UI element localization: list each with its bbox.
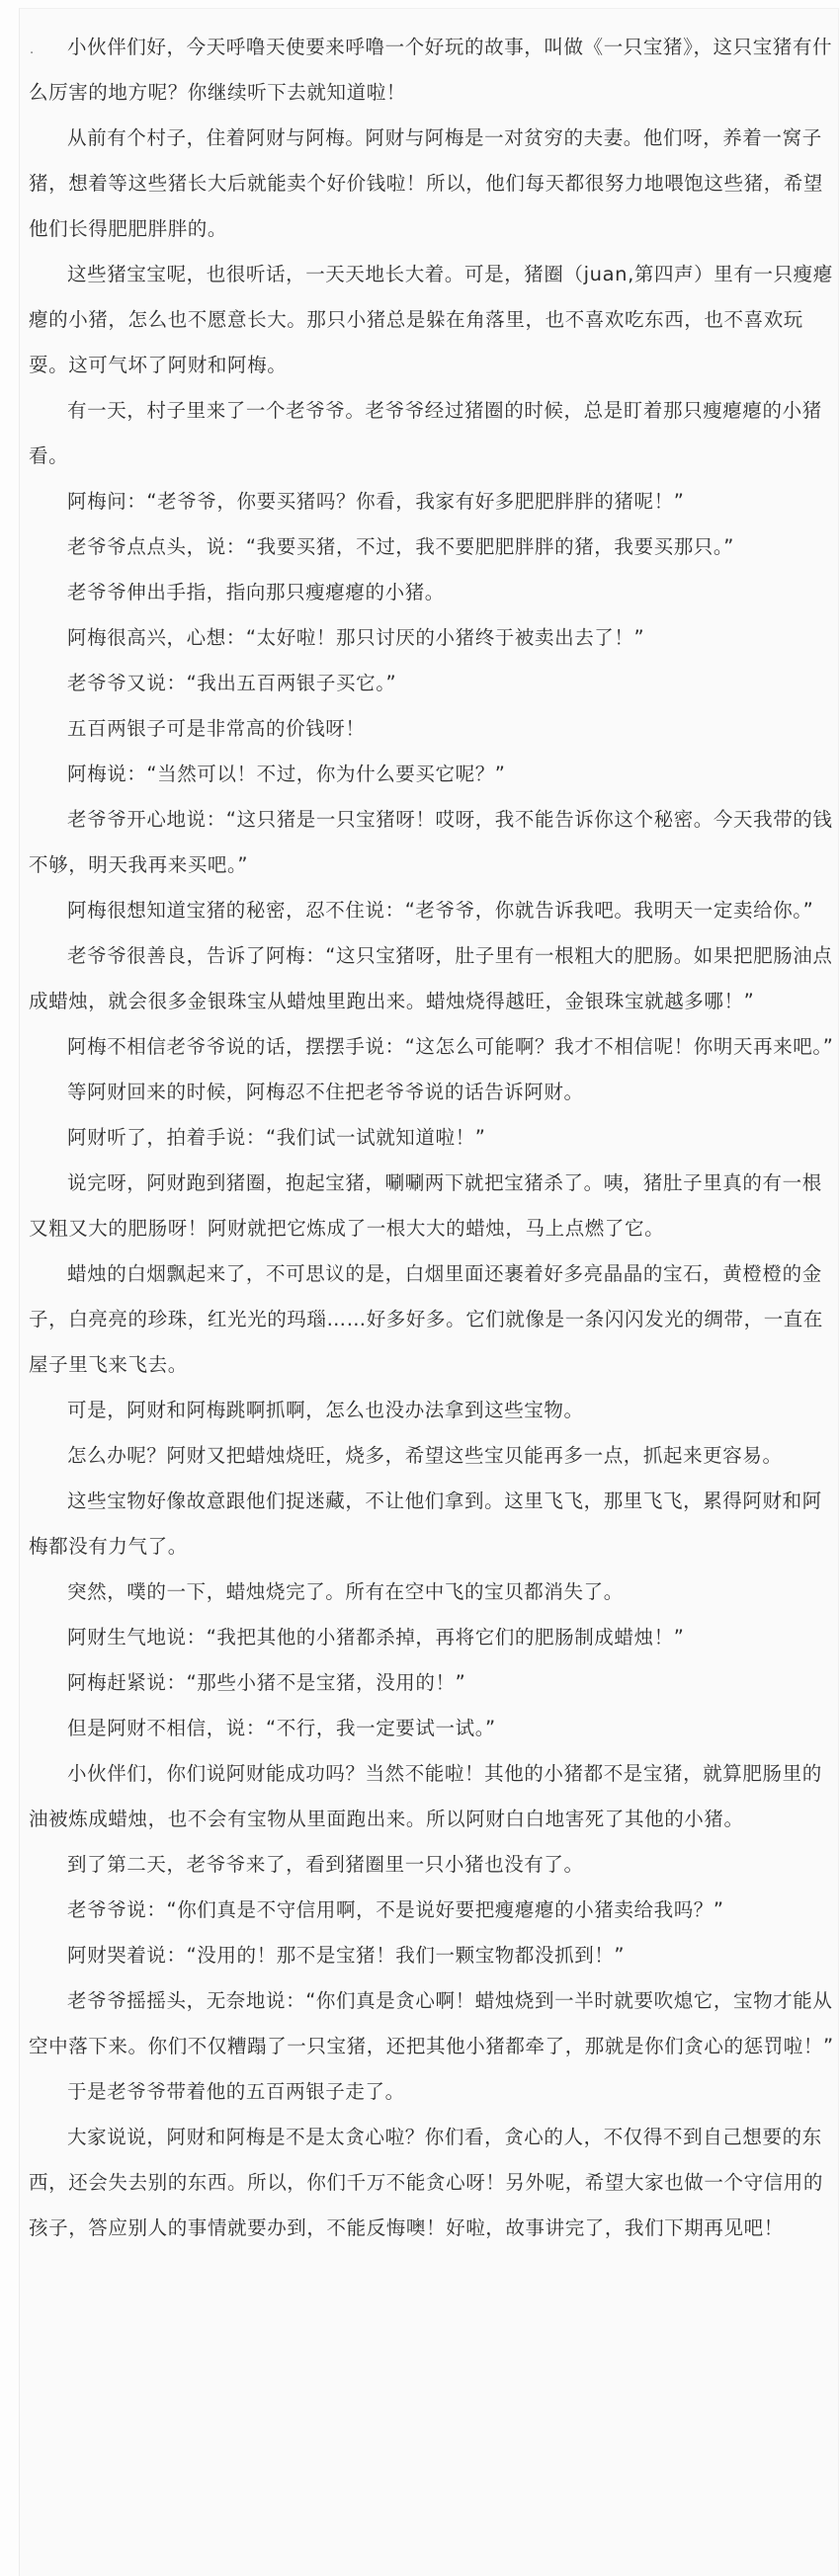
paragraph: 大家说说，阿财和阿梅是不是太贪心啦？你们看，贪心的人，不仅得不到自己想要的东西，还会失去别的东西。所以，你们千万不能贪心呀！另外呢，希望大家也做一个守信用的孩子，答应别人的事情就要办到，不能反悔噢！好啦，故事讲完了，我们下期再见吧！ bbox=[29, 2126, 824, 2239]
paragraph: 阿财听了，拍着手说：“我们试一试就知道啦！” bbox=[67, 1126, 486, 1149]
paragraph: 说完呀，阿财跑到猪圈，抱起宝猪，唰唰两下就把宝猪杀了。咦，猪肚子里真的有一根又粗又大的肥肠呀！阿财就把它炼成了一根大大的蜡烛，马上点燃了它。 bbox=[29, 1171, 822, 1240]
paragraph: 小伙伴们好，今天呼噜天使要来呼噜一个好玩的故事，叫做《一只宝猪》，这只宝猪有什么厉害的地方呢？你继续听下去就知道啦！ bbox=[29, 36, 833, 104]
paragraph: 阿梅不相信老爷爷说的话，摆摆手说：“这怎么可能啊？我才不相信呢！你明天再来吧。” bbox=[67, 1035, 834, 1058]
paragraph: 可是，阿财和阿梅跳啊抓啊，怎么也没办法拿到这些宝物。 bbox=[67, 1399, 584, 1421]
paragraph: 从前有个村子，住着阿财与阿梅。阿财与阿梅是一对贫穷的夫妻。他们呀，养着一窝子猪，想着等这些猪长大后就能卖个好价钱啦！所以，他们每天都很努力地喂饱这些猪，希望他们长得肥肥胖胖的。 bbox=[29, 126, 824, 240]
paragraph: 老爷爷又说：“我出五百两银子买它。” bbox=[67, 672, 397, 694]
paragraph: 老爷爷说：“你们真是不守信用啊，不是说好要把瘦瘪瘪的小猪卖给我吗？” bbox=[67, 1898, 724, 1921]
paragraph: 老爷爷伸出手指，指向那只瘦瘪瘪的小猪。 bbox=[67, 581, 445, 604]
paragraph: 阿梅问：“老爷爷，你要买猪吗？你看，我家有好多肥肥胖胖的猪呢！” bbox=[67, 490, 685, 513]
paragraph: 阿财哭着说：“没用的！那不是宝猪！我们一颗宝物都没抓到！” bbox=[67, 1944, 626, 1967]
paragraph: 突然，噗的一下，蜡烛烧完了。所有在空中飞的宝贝都消失了。 bbox=[67, 1580, 624, 1603]
paragraph: 但是阿财不相信，说：“不行，我一定要试一试。” bbox=[67, 1717, 496, 1739]
paragraph: 到了第二天，老爷爷来了，看到猪圈里一只小猪也没有了。 bbox=[67, 1853, 584, 1876]
story-article bbox=[19, 8, 839, 2576]
paragraph: 阿财生气地说：“我把其他的小猪都杀掉，再将它们的肥肠制成蜡烛！” bbox=[67, 1626, 685, 1649]
paragraph: 阿梅很高兴，心想：“太好啦！那只讨厌的小猪终于被卖出去了！” bbox=[67, 626, 645, 649]
paragraph: 五百两银子可是非常高的价钱呀！ bbox=[67, 717, 366, 740]
paragraph: 有一天，村子里来了一个老爷爷。老爷爷经过猪圈的时候，总是盯着那只瘦瘪瘪的小猪看。 bbox=[29, 399, 822, 467]
paragraph: 这些宝物好像故意跟他们捉迷藏，不让他们拿到。这里飞飞，那里飞飞，累得阿财和阿梅都没有力气了。 bbox=[29, 1489, 822, 1558]
paragraph: 怎么办呢？阿财又把蜡烛烧旺，烧多，希望这些宝贝能再多一点，抓起来更容易。 bbox=[67, 1444, 783, 1467]
lead-mark: . bbox=[30, 42, 35, 57]
paragraph: 老爷爷摇摇头，无奈地说：“你们真是贪心啊！蜡烛烧到一半时就要吹熄它，宝物才能从空中落下来。你们不仅糟蹋了一只宝猪，还把其他小猪都牵了，那就是你们贪心的惩罚啦！” bbox=[29, 1989, 834, 2057]
paragraph: 等阿财回来的时候，阿梅忍不住把老爷爷说的话告诉阿财。 bbox=[67, 1081, 584, 1103]
paragraph: 于是老爷爷带着他的五百两银子走了。 bbox=[67, 2080, 405, 2103]
paragraph: 蜡烛的白烟飘起来了，不可思议的是，白烟里面还裹着好多亮晶晶的宝石，黄橙橙的金子，白亮亮的珍珠，红光光的玛瑙……好多好多。它们就像是一条闪闪发光的绸带，一直在屋子里飞来飞去。 bbox=[29, 1262, 824, 1376]
paragraph: 老爷爷点点头，说：“我要买猪，不过，我不要肥肥胖胖的猪，我要买那只。” bbox=[67, 535, 734, 558]
paragraph: 小伙伴们，你们说阿财能成功吗？当然不能啦！其他的小猪都不是宝猪，就算肥肠里的油被炼成蜡烛，也不会有宝物从里面跑出来。所以阿财白白地害死了其他的小猪。 bbox=[29, 1762, 822, 1830]
paragraph: 老爷爷很善良，告诉了阿梅：“这只宝猪呀，肚子里有一根粗大的肥肠。如果把肥肠油点成蜡烛，就会很多金银珠宝从蜡烛里跑出来。蜡烛烧得越旺，金银珠宝就越多哪！” bbox=[29, 944, 833, 1012]
paragraph: 老爷爷开心地说：“这只猪是一只宝猪呀！哎呀，我不能告诉你这个秘密。今天我带的钱不够，明天我再来买吧。” bbox=[29, 808, 833, 876]
paragraph: 这些猪宝宝呢，也很听话，一天天地长大着。可是，猪圈（juan,第四声）里有一只瘦瘪瘪的小猪，怎么也不愿意长大。那只小猪总是躲在角落里，也不喜欢吃东西，也不喜欢玩耍。这可气坏了阿财和阿梅。 bbox=[29, 263, 833, 376]
paragraph: 阿梅赶紧说：“那些小猪不是宝猪，没用的！” bbox=[67, 1671, 466, 1694]
paragraph: 阿梅说：“当然可以！不过，你为什么要买它呢？” bbox=[67, 763, 506, 785]
paragraph: 阿梅很想知道宝猪的秘密，忍不住说：“老爷爷，你就告诉我吧。我明天一定卖给你。” bbox=[67, 899, 814, 922]
